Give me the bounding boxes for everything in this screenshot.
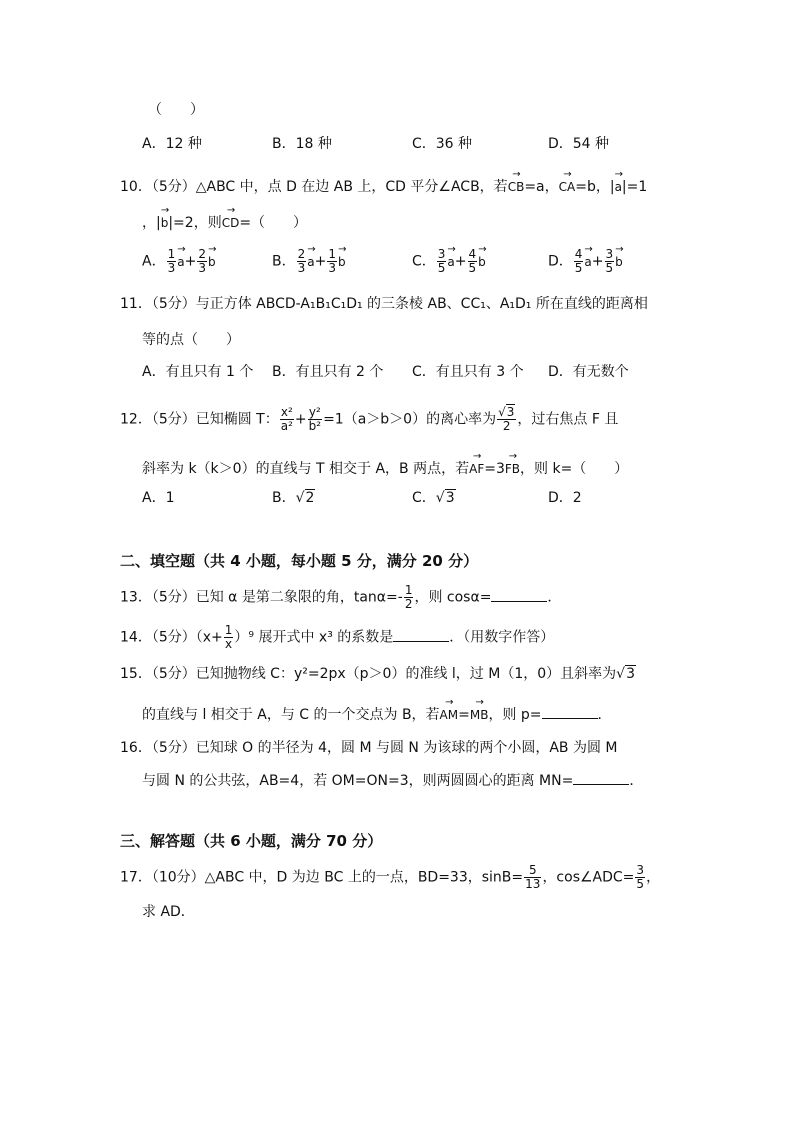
q12-option-d: D．2 [548,490,582,506]
q10-option-b: B． $\frac{2}{3}$ → a+ $\frac{1}{3}$ → b [272,248,346,275]
q11-option-d: D．有无数个 [548,364,629,380]
q13-answer-blank [491,587,547,602]
q13-line: 13．（5分）已知 α 是第二象限的角，tanα=- $\frac{1}{2}$ ，则 cosα= ． [120,583,562,611]
vector-ca: → CA [559,174,576,197]
q12-option-a: A．1 [142,490,175,506]
q10-line1: 10．（5分）△ABC 中，点 D 在边 AB 上，CD 平分∠ACB，若→ CB=a，→ CA=b，|→ a|=1 [120,174,647,197]
q10-option-a: A． $\frac{1}{3}$ → a+ $\frac{2}{3}$ → b [142,248,216,275]
q10-line2: ，|→ b|=2，则→ CD=（ ） [142,210,307,233]
q11-option-a: A．有且只有 1 个 [142,364,254,380]
q17-line1: 17．（10分）△ABC 中，D 为边 BC 上的一点，BD=33，sinB= $\frac{5}{13}$ ，cos∠ADC= $\frac{3}{5}$ ， [120,863,661,891]
vector-cb: → CB [508,174,525,197]
q16-answer-blank [573,770,629,785]
q16-line2: 与圆 N 的公共弦，AB=4，若 OM=ON=3，则两圆圆心的距离 MN= ． [142,770,643,791]
q12-line2: 斜率为 k（k＞0）的直线与 T 相交于 A，B 两点，若→ AF=3→ FB，则 k=（ ） [142,456,628,479]
q9-option-b: B．18 种 [272,136,332,152]
vector-cd: → CD [222,210,240,233]
section-solution-title: 三、解答题（共 6 小题，满分 70 分） [120,832,383,850]
q9-option-c: C．36 种 [412,136,473,152]
q12-option-c: C．√3 [412,490,455,506]
q15-line2: 的直线与 l 相交于 A，与 C 的一个交点为 B，若→ AM=→ MB，则 p= ． [142,702,612,725]
q12-option-b: B．√2 [272,490,315,506]
vector-fb: → FB [505,456,520,479]
q12-line1: 12．（5分）已知椭圆 T： $\frac{\text{x²}}{\text{a²}}$ + $\frac{\text{y²}}{\text{b²}}$ =1（a＞b＞0）的离心率为 $\frac{√3}{2}$ ，过右焦点 F 且 [120,405,619,433]
q16-line1: 16．（5分）已知球 O 的半径为 4，圆 M 与圆 N 为该球的两个小圆，AB 为圆 M [120,740,618,756]
q15-answer-blank [542,704,598,719]
vector-a: → a [615,174,622,197]
q11-line2: 等的点（ ） [142,332,240,348]
section-fill-in-title: 二、填空题（共 4 小题，每小题 5 分，满分 20 分） [120,552,479,570]
q10-option-d: D． $\frac{4}{5}$ → a+ $\frac{3}{5}$ → b [548,248,623,275]
q11-option-b: B．有且只有 2 个 [272,364,384,380]
q9-option-d: D．54 种 [548,136,610,152]
q15-line1: 15．（5分）已知抛物线 C：y²=2px（p＞0）的准线 l，过 M（1，0）且斜率为√3 [120,666,635,682]
q17-line2: 求 AD． [142,904,195,920]
vector-am: → AM [440,702,459,725]
vector-mb: → MB [470,702,489,725]
q10-option-c: C． $\frac{3}{5}$ → a+ $\frac{4}{5}$ → b [412,248,486,275]
vector-af: → AF [469,456,484,479]
q14-answer-blank [393,627,449,642]
q9-answer-paren: （ ） [148,102,204,118]
vector-b: → b [161,210,169,233]
q9-option-a: A．12 种 [142,136,202,152]
q11-line1: 11．（5分）与正方体 ABCD-A₁B₁C₁D₁ 的三条棱 AB、CC₁、A₁D₁ 所在直线的距离相 [120,296,648,312]
q11-option-c: C．有且只有 3 个 [412,364,524,380]
q14-line: 14．（5分）（x+ $\frac{1}{x}$ ）⁹ 展开式中 x³ 的系数是 ．（用数字作答） [120,623,555,651]
